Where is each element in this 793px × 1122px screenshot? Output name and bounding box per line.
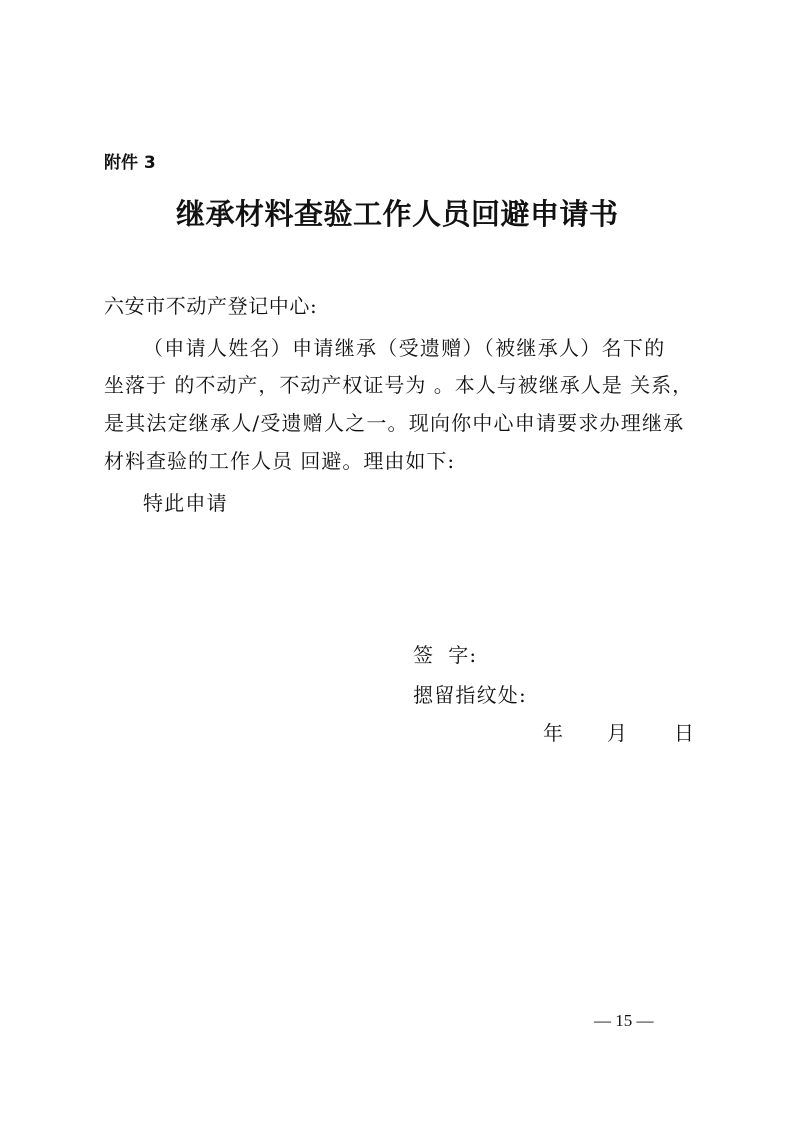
recipient-line: 六安市不动产登记中心: <box>104 294 318 318</box>
document-title: 继承材料查验工作人员回避申请书 <box>176 197 619 231</box>
date-day-label: 日 <box>674 721 694 745</box>
body-line-1: （申请人姓名）申请继承（受遗赠）（被继承人）名下的 <box>143 336 666 360</box>
signature-label <box>413 641 477 669</box>
body-line-2: 坐落于 的不动产，不动产权证号为 。本人与被继承人是 关系， <box>104 373 694 397</box>
fingerprint-label: 摁留指纹处: <box>413 683 527 707</box>
page-number: — 15 — <box>594 1011 654 1030</box>
date-year-label: 年 <box>543 721 563 745</box>
date-month-label: 月 <box>607 721 627 745</box>
signature-label-part-1: 签 <box>413 643 435 667</box>
attachment-label: 附件 3 <box>104 153 156 173</box>
closing-line: 特此申请 <box>143 491 228 515</box>
signature-label-part-2: 字: <box>448 643 478 667</box>
body-line-3: 是其法定继承人/受遗赠人之一。现向你中心申请要求办理继承 <box>104 411 685 435</box>
body-line-4: 材料查验的工作人员 回避。理由如下: <box>104 449 456 473</box>
